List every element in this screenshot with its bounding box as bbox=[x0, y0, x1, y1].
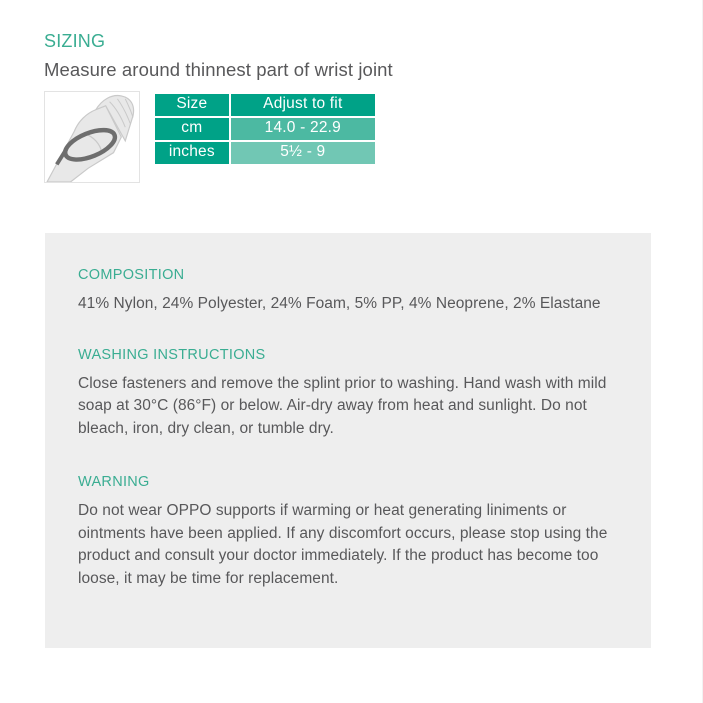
washing-instructions-block bbox=[78, 346, 631, 441]
washing-instructions-title: WASHING INSTRUCTIONS bbox=[78, 346, 266, 363]
table-header-adjust-to-fit: Adjust to fit bbox=[231, 94, 375, 116]
table-cell-range-inches: 5½ - 9 bbox=[231, 142, 375, 164]
warning-body: Do not wear OPPO supports if warming or heat generating liniments or ointments have been applied. If any discomfort occurs, please stop using the product and consult your doctor immediately. If the product has become too loose, it may be time for replacement. bbox=[78, 502, 608, 587]
composition-title: COMPOSITION bbox=[78, 267, 185, 283]
warning-block bbox=[78, 473, 631, 590]
measurement-row bbox=[44, 91, 377, 183]
product-details-panel bbox=[45, 233, 651, 648]
sizing-title: SIZING bbox=[44, 31, 106, 51]
table-cell-unit-cm: cm bbox=[155, 118, 229, 140]
washing-instructions-body: Close fasteners and remove the splint prior to washing. Hand wash with mild soap at 30°C (86°F) or below. Air-dry away from heat and sunlight. Do not bleach, iron, dry clean, or tumble dry. bbox=[78, 374, 607, 437]
composition-body: 41% Nylon, 24% Polyester, 24% Foam, 5% PP, 4% Neoprene, 2% Elastane bbox=[78, 295, 601, 312]
table-cell-unit-inches: inches bbox=[155, 142, 229, 164]
warning-title: WARNING bbox=[78, 474, 150, 490]
table-header-row bbox=[155, 94, 375, 116]
sizing-section bbox=[44, 30, 664, 82]
composition-block bbox=[78, 266, 631, 316]
wrist-measuring-tape-illustration bbox=[44, 91, 140, 183]
table-cell-range-cm: 14.0 - 22.9 bbox=[231, 118, 375, 140]
table-row bbox=[155, 118, 375, 140]
sizing-subtitle: Measure around thinnest part of wrist joint bbox=[44, 59, 393, 80]
sizing-table bbox=[153, 92, 377, 166]
table-header-size: Size bbox=[155, 94, 229, 116]
product-details-content bbox=[78, 266, 631, 590]
table-row bbox=[155, 142, 375, 164]
